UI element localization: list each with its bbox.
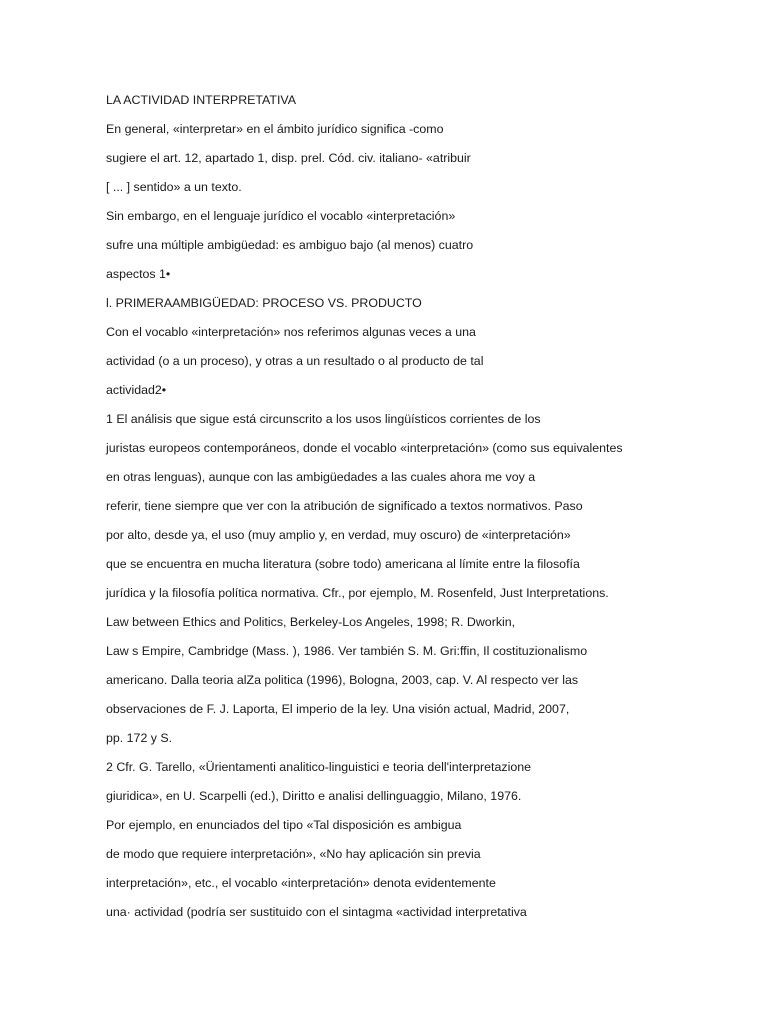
footnote-line: giuridica», en U. Scarpelli (ed.), Diritto e analisi dellinguaggio, Milano, 1976. [106, 789, 522, 803]
text-line: Sin embargo, en el lenguaje jurídico el vocablo «interpretación» [106, 209, 456, 223]
text-line: Con el vocablo «interpretación» nos referimos algunas veces a una [106, 325, 476, 339]
text-line: actividad (o a un proceso), y otras a un resultado o al producto de tal [106, 354, 484, 368]
text-line: sugiere el art. 12, apartado 1, disp. prel. Cód. civ. italiano- «atribuir [106, 151, 471, 165]
footnote-line: que se encuentra en mucha literatura (sobre todo) americana al límite entre la filosofía [106, 557, 580, 571]
footnote-line: por alto, desde ya, el uso (muy amplio y, en verdad, muy oscuro) de «interpretación» [106, 528, 571, 542]
footnote-line: 1 El análisis que sigue está circunscrito a los usos lingüísticos corrientes de los [106, 412, 541, 426]
document-body [106, 91, 726, 932]
text-line: [ ... ] sentido» a un texto. [106, 180, 242, 194]
text-line: interpretación», etc., el vocablo «interpretación» denota evidentemente [106, 876, 496, 890]
document-title: LA ACTIVIDAD INTERPRETATIVA [106, 93, 297, 107]
text-line: una· actividad (podría ser sustituido con el sintagma «actividad interpretativa [106, 905, 527, 919]
footnote-line: pp. 172 y S. [106, 731, 173, 745]
footnote-line: en otras lenguas), aunque con las ambigüedades a las cuales ahora me voy a [106, 470, 536, 484]
footnote-line: jurídica y la filosofía política normativa. Cfr., por ejemplo, M. Rosenfeld, Just Interpretations. [106, 586, 609, 600]
text-line: aspectos 1• [106, 267, 171, 281]
footnote-line: Law between Ethics and Politics, Berkeley-Los Angeles, 1998; R. Dworkin, [106, 615, 516, 629]
footnote-line: juristas europeos contemporáneos, donde el vocablo «interpretación» (como sus equivalentes [106, 441, 623, 455]
text-line: En general, «interpretar» en el ámbito jurídico significa -como [106, 122, 444, 136]
text-line: sufre una múltiple ambigüedad: es ambiguo bajo (al menos) cuatro [106, 238, 474, 252]
text-line: actividad2• [106, 383, 167, 397]
text-line: Por ejemplo, en enunciados del tipo «Tal disposición es ambigua [106, 818, 462, 832]
footnote-line: referir, tiene siempre que ver con la atribución de significado a textos normativos. Paso [106, 499, 583, 513]
footnote-line: americano. Dalla teoria alZa politica (1996), Bologna, 2003, cap. V. Al respecto ver las [106, 673, 579, 687]
text-line: de modo que requiere interpretación», «No hay aplicación sin previa [106, 847, 481, 861]
footnote-line: 2 Cfr. G. Tarello, «Ürientamenti analitico-linguistici e teoria dell'interpretazione [106, 760, 532, 774]
footnote-line: Law s Empire, Cambridge (Mass. ), 1986. Ver también S. M. Gri:ffin, Il costituzionalismo [106, 644, 588, 658]
footnote-line: observaciones de F. J. Laporta, El imperio de la ley. Una visión actual, Madrid, 2007, [106, 702, 570, 716]
section-heading: l. PRIMERAAMBIGÜEDAD: PROCESO VS. PRODUCTO [106, 296, 422, 310]
